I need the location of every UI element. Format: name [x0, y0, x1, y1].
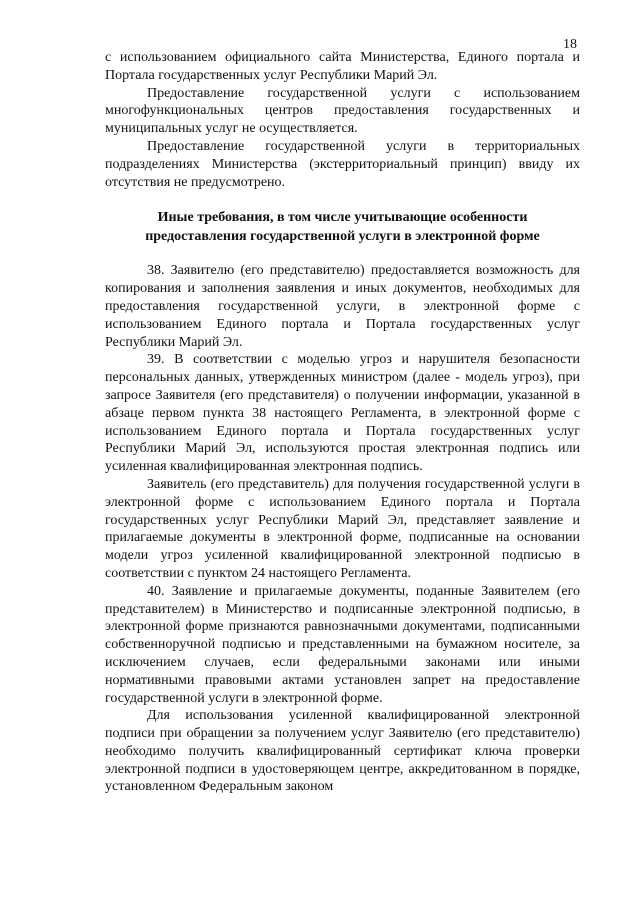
paragraph: Предоставление государственной услуги с использованием многофункциональных центров предоставления государственных и муниципальных услуг не осуществляется. [105, 85, 580, 137]
document-body [105, 49, 580, 796]
paragraph: Заявитель (его представитель) для получения государственной услуги в электронной форме с использованием Единого портала и Портала государственных услуг Республики Марий Эл, представляет заявление и прилагаемые документы в электронной форме, подписанные на основании модели угроз усиленной квалифицированной электронной подписью в соответствии с пунктом 24 настоящего Регламента. [105, 476, 580, 581]
paragraph-continuation: с использованием официального сайта Министерства, Единого портала и Портала государственных услуг Республики Марий Эл. [105, 50, 580, 83]
paragraph: 40. Заявление и прилагаемые документы, поданные Заявителем (его представителем) в Министерство и подписанные электронной подписью, в электронной форме признаются равнозначными документами, подписанными собственноручной подписью и представленными на бумажном носителе, за исключением случаев, если федеральными законами или иными нормативными правовыми актами установлен запрет на предоставление государственной услуги в электронной форме. [105, 583, 580, 706]
page-number: 18 [563, 37, 577, 52]
paragraph: 38. Заявителю (его представителю) предоставляется возможность для копирования и заполнения заявления и иных документов, необходимых для предоставления государственной услуги, в электронной форме с использованием Единого портала и Портала государственных услуг Республики Марий Эл. [105, 263, 580, 350]
paragraph: Предоставление государственной услуги в территориальных подразделениях Министерства (экстерриториальный принцип) ввиду их отсутствия не предусмотрено. [105, 138, 580, 190]
section-heading-line: предоставления государственной услуги в электронной форме [145, 229, 540, 245]
section-heading-line: Иные требования, в том числе учитывающие особенности [157, 210, 528, 226]
paragraph: 39. В соответствии с моделью угроз и нарушителя безопасности персональных данных, утвержденных министром (далее - модель угроз), при запросе Заявителя (его представителя) о получении информации, указанной в абзаце первом пункта 38 настоящего Регламента, в электронной форме с использованием Единого портала и Портала государственных услуг Республики Марий Эл, используются простая электронная подпись или усиленная квалифицированная электронная подпись. [105, 352, 580, 475]
paragraph: Для использования усиленной квалифицированной электронной подписи при обращении за получением услуг Заявителю (его представителю) необходимо получить квалифицированный сертификат ключа проверки электронной подписи в удостоверяющем центре, аккредитованном в порядке, установленном Федеральным законом [105, 708, 580, 795]
section-heading [105, 208, 580, 246]
